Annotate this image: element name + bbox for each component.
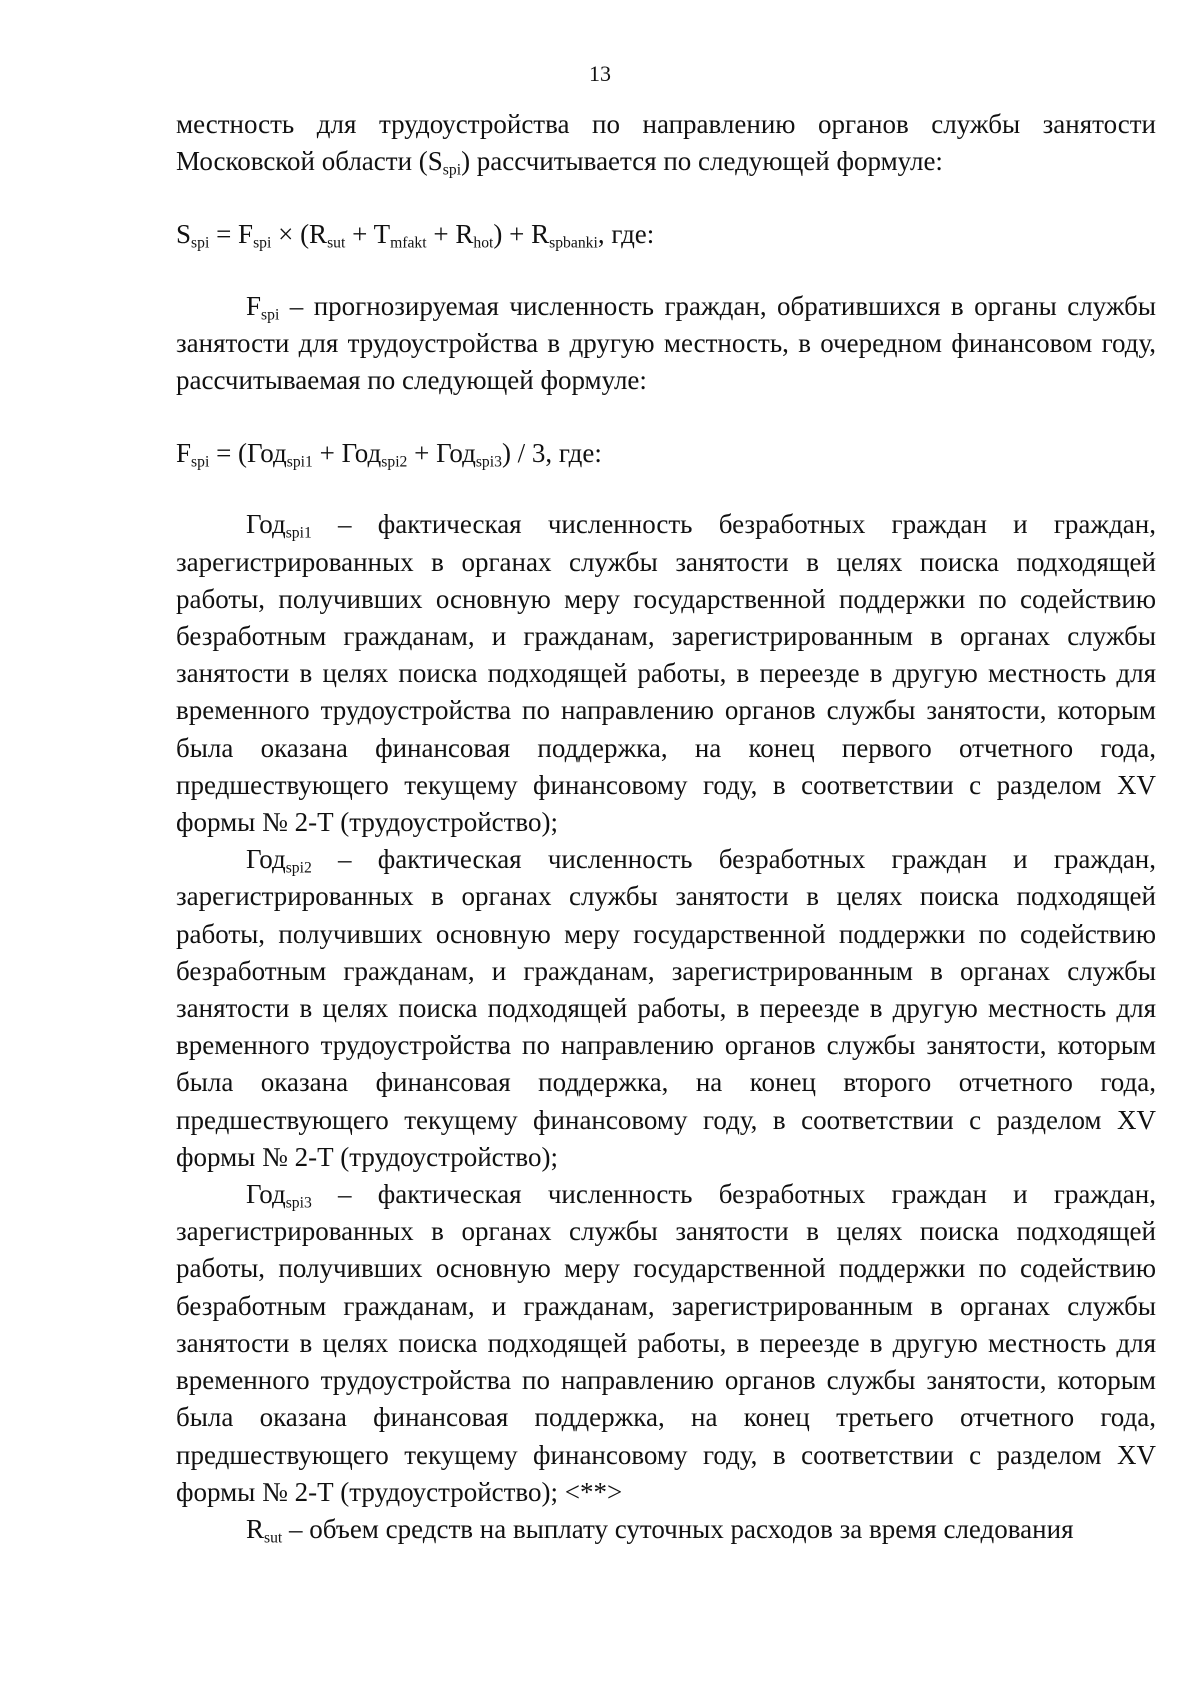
paragraph-god-spi2 — [176, 841, 1156, 1176]
formula-s-plus-rhot: + R — [426, 219, 474, 250]
god1-text: – фактическая численность безработных граждан и граждан, зарегистрированных в органах службы занятости в целях поиска подходящей работы, получивших основную меру государственной поддержки по содействию безработным гражданам, и гражданам, зарегистрированным в органах службы занятости в целях поиска подходящей работы, в переезде в другую местность для временного трудоустройства по направлению органов службы занятости, которым была оказана финансовая поддержка, на конец первого отчетного года, предшествующего текущему финансовому году, в соответствии с разделом XV формы № 2-Т (трудоустройство); — [176, 509, 1156, 838]
intro-subscript: spi — [442, 161, 462, 179]
formula-f-subscript: spi — [191, 453, 210, 471]
rsut-lead-subscript: sut — [264, 1529, 283, 1547]
formula-s-r-subscript: sut — [327, 234, 346, 252]
god1-lead-subscript: spi1 — [285, 524, 312, 542]
paragraph-intro — [176, 106, 1156, 180]
formula-s-plus-t: + T — [345, 219, 391, 250]
formula-sspi — [176, 216, 1156, 253]
god2-lead: Год — [246, 844, 286, 875]
formula-fspi — [176, 435, 1156, 472]
formula-f-symbol: F — [176, 438, 192, 469]
formula-f-god3-subscript: spi3 — [475, 453, 502, 471]
formula-s-f-subscript: spi — [253, 234, 272, 252]
fspi-lead-subscript: spi — [261, 305, 280, 323]
formula-f-equals-god: = (Год — [209, 438, 287, 469]
fspi-text: – прогнозируемая численность граждан, обратившихся в органы службы занятости для трудоустройства в другую местность, в очередном финансовом году, рассчитываемая по следующей формуле: — [176, 290, 1156, 396]
formula-s-subscript: spi — [191, 234, 210, 252]
formula-s-t-subscript: mfakt — [390, 234, 427, 252]
paragraph-god-spi1 — [176, 506, 1156, 841]
rsut-text: – объем средств на выплату суточных расходов за время следования — [282, 1513, 1074, 1544]
god3-lead: Год — [246, 1179, 286, 1210]
paragraph-rsut — [176, 1511, 1156, 1548]
formula-f-god2-subscript: spi2 — [381, 453, 408, 471]
fspi-lead: F — [246, 290, 262, 321]
formula-f-plus-god2: + Год — [312, 438, 382, 469]
rsut-lead: R — [246, 1513, 265, 1544]
formula-s-close-plus: ) + R — [493, 219, 550, 250]
formula-f-tail: ) / 3, где: — [501, 438, 602, 469]
formula-f-god1-subscript: spi1 — [286, 453, 313, 471]
god1-lead: Год — [246, 509, 286, 540]
god3-text: – фактическая численность безработных граждан и граждан, зарегистрированных в органах службы занятости в целях поиска подходящей работы, получивших основную меру государственной поддержки по содействию безработным гражданам, и гражданам, зарегистрированным в органах службы занятости в целях поиска подходящей работы, в переезде в другую местность для временного трудоустройства по направлению органов службы занятости, которым была оказана финансовая поддержка, на конец третьего отчетного года, предшествующего текущему финансовому году, в соответствии с разделом XV формы № 2-Т (трудоустройство); <**> — [176, 1179, 1156, 1507]
formula-s-rbanki-subscript: spbanki — [549, 234, 598, 252]
formula-f-plus-god3: + Год — [407, 438, 476, 469]
formula-s-tail: , где: — [597, 219, 655, 250]
intro-text-b: ) рассчитывается по следующей формуле: — [461, 146, 943, 177]
formula-s-equals-f: = F — [209, 219, 254, 250]
formula-s-symbol: S — [176, 219, 192, 250]
formula-s-times-r: × (R — [271, 219, 328, 250]
page-number: 13 — [589, 61, 611, 86]
intro-text-a: местность для трудоустройства по направлению органов службы занятости Московской области (S — [176, 109, 1156, 177]
page-content — [176, 106, 1156, 1548]
god2-lead-subscript: spi2 — [285, 859, 312, 877]
god2-text: – фактическая численность безработных граждан и граждан, зарегистрированных в органах службы занятости в целях поиска подходящей работы, получивших основную меру государственной поддержки по содействию безработным гражданам, и гражданам, зарегистрированным в органах службы занятости в целях поиска подходящей работы, в переезде в другую местность для временного трудоустройства по направлению органов службы занятости, которым была оказана финансовая поддержка, на конец второго отчетного года, предшествующего текущему финансовому году, в соответствии с разделом XV формы № 2-Т (трудоустройство); — [176, 844, 1156, 1172]
formula-s-rhot-subscript: hot — [473, 234, 494, 252]
paragraph-fspi — [176, 288, 1156, 400]
god3-lead-subscript: spi3 — [285, 1194, 312, 1212]
paragraph-god-spi3 — [176, 1176, 1156, 1511]
